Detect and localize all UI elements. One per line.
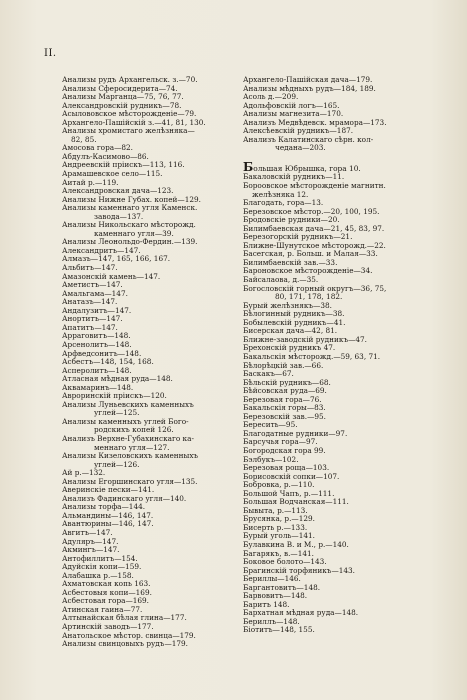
index-entry: Анализы каменнаго угля Каменск. [62,203,198,213]
index-entry: Боковое болото—143. [243,557,327,567]
index-entry: Бериллы—146. [243,574,301,584]
index-entry: Брагинскій торфяникъ—143. [243,565,355,575]
index-entry: Анализы Кизеловскихъ каменныхъ [62,451,199,461]
index-entry-text: ольшая Юбрышка, гора 10. [253,163,361,173]
index-entry: Алтынайская бѣлая глина—177. [62,613,187,623]
index-entry: Акмингъ—147. [62,545,120,555]
index-entry: Бериллъ—148. [243,616,300,626]
index-entry: Анализы торфа—144. [62,502,146,512]
index-entry: Бобровка, р.—110. [243,480,315,490]
index-entry: Анализы магнезита—170. [243,109,344,119]
index-entry: Билимбаевскій зав.—33. [243,257,338,267]
index-entry: Бэлбукъ—102. [243,454,299,464]
index-entry: Аверинскіе пески—141. [62,485,155,495]
index-entry: Березовскій зав.—95. [243,411,326,421]
index-entry: Анализъ Верхне-Губахинскаго ка- [62,433,194,443]
index-entry: Алабашка р.—158. [62,570,134,580]
index-entry-continuation: углей—125. [94,408,140,418]
index-entry: Анализъ Калатинскаго сѣрн. кол- [243,134,374,144]
index-entry: Андалузитъ—147. [62,305,132,315]
index-entry: Аквамаринъ—148. [62,382,134,392]
index-entry: Анализы Нижне Губах. копей—129. [62,194,201,204]
index-entry: Березовское мѣстор.—20, 100, 195. [243,206,380,216]
index-entry: Борисовскій сопки—107. [243,471,340,481]
index-entry: Александровская дача—123. [62,186,174,196]
index-entry: Ай р.—132. [62,468,106,478]
index-entry: Большая Водчанская—111. [243,497,349,507]
index-entry: Асбестовыя копи—169. [62,587,152,597]
index-entry: Анализъ Медвѣдевск. мрамора—173. [243,117,387,127]
index-entry: Басегская, р. Больш. и Малая—33. [243,249,378,259]
index-entry: Бродовскіе рудники—20. [243,215,340,225]
index-entry-continuation: чедана—203. [275,143,326,153]
index-entry: Арраговитъ—148. [62,331,131,341]
page-number: II. [44,48,57,59]
index-entry: Біотитъ—148, 155. [243,625,315,635]
index-entry: Березовая роща—103. [243,463,330,473]
index-entry: Атласная мѣдная руда—148. [62,374,173,384]
index-entry: Байсалаова, д.—35. [243,275,319,285]
index-entry: Анализы мѣдныхъ рудъ—184, 189. [243,83,376,93]
index-entry: Анализы рудъ Архангельск. з.—70. [62,75,198,84]
index-entry: Авантюрины—146, 147. [62,519,154,529]
index-entry: Бароновское мѣсторожденіе—34. [243,266,373,276]
index-entry: Аметистъ—147. [62,280,123,290]
index-entry: Артинскій заводъ—177. [62,622,154,631]
index-entry: Ближне-заводскій рудникъ—47. [243,334,367,344]
index-entry: Бакаловскій рудникъ—11. [243,172,345,182]
index-entry: Авроринскій пріискъ—120. [62,391,167,401]
index-entry: Александровскій рудникъ—78. [62,100,182,110]
index-entry: Брусянка, р.—129. [243,514,315,524]
index-entry: Арсенолитъ—148. [62,339,132,349]
index-entry: Анализы Егоршинскаго угля—135. [62,476,198,486]
index-entry: Арамашевское село—115. [62,169,163,179]
index-entry-continuation: желѣзняка 12. [252,189,309,199]
index-entry: Богородская гора 99. [243,445,326,455]
index-entry: Аитай р.—119. [62,177,119,187]
index-entry: Березовая гора—76. [243,394,322,404]
index-entry: Асылововское мѣсторожденіе—79. [62,109,197,119]
index-entry-continuation: завода—137. [94,211,144,221]
index-entry: Билимбаевская дача—21, 45, 83, 97. [243,223,385,233]
index-entry: Бурый уголь—141. [243,531,315,541]
index-entry: Адуляръ—147. [62,536,119,546]
index-entry: Арфведсонитъ—148. [62,348,142,358]
index-entry-continuation: каменнаго угля—39. [94,228,174,238]
index-entry: Александритъ—147. [62,245,141,255]
index-entry-continuation: родскихъ копей 126. [94,425,174,435]
index-entry: Брехонскій рудникъ 47. [243,343,336,353]
index-entry: Анализы хромистаго желѣзняка— [62,126,195,136]
index-entry: Анализы каменныхъ углей Бого- [62,416,189,426]
index-entry: Асбестъ—148, 154, 168. [62,357,154,367]
index-entry: Альбитъ—147. [62,263,118,273]
index-entry: Асоль д.—209. [243,92,299,102]
index-entry: Березогорскій рудникъ—21. [243,232,353,242]
index-entry: Барвовитъ—148. [243,591,308,601]
index-entry: Апатитъ—147. [62,322,118,332]
index-entry: Анализы Луньевскихъ каменныхъ [62,399,194,409]
index-entry: Андреевскій пріискъ—113, 116. [62,160,185,170]
index-entry: Бисерская дача—42, 81. [243,326,338,336]
index-entry: Ахматовская копь 163. [62,579,151,589]
index-entry: Бывыта, р.—113. [243,505,308,515]
index-entry-continuation: 82, 85. [71,134,97,144]
index-entry: Анатольское мѣстор. свинца—179. [62,630,196,640]
index-entry: Анализы Марганца—75, 76, 77. [62,92,184,102]
index-entry: Богословскій горный округъ—36, 75, [243,283,387,293]
index-entry: Анализъ Фадинскаго угля—140. [62,493,187,503]
index-entry: Ближне-Шунутское мѣсторожд.—22. [243,240,386,250]
index-entry: Архангело-Пашійская дача—179. [243,75,373,84]
index-column-right [243,76,443,635]
index-entry: Баритъ 148. [243,599,290,609]
index-entry: Анализы Сферосидерита—74. [62,83,178,93]
index-entry: Алексѣевскій рудникъ—187. [243,126,354,136]
index-entry: Анализы Леонольдо-Фердин.—139. [62,237,198,247]
index-entry: Бакальскія горы—83. [243,403,326,413]
index-entry: Бѣлогинный рудникъ—38. [243,309,345,319]
index-entry: Алмазъ—147, 165, 166, 167. [62,254,171,264]
index-entry: Бобылевскій рудникъ—41. [243,317,346,327]
index-entry: Большой Чапъ, р.—111. [243,488,335,498]
index-entry: Амальгама—147. [62,288,128,298]
index-entry: Благодать, гора—13. [243,198,324,208]
index-entry: Бакальскія мѣсторожд.—59, 63, 71. [243,351,381,361]
index-entry: Амазонскій камень—147. [62,271,161,281]
index-entry: Адольфовскій логъ—165. [243,100,340,110]
index-entry: Баргантовитъ—148. [243,582,321,592]
index-entry: Абдулъ-Касимово—86. [62,151,149,161]
index-entry: Атинская гаина—77. [62,604,143,614]
index-entry: Альмандины—146, 147. [62,510,154,520]
index-column-left [62,76,230,649]
index-entry: Анализы свинцовыхъ рудъ—179. [62,639,188,649]
index-entry: Анатазъ—147. [62,297,118,307]
index-entry: Бѣльскій рудникъ—68. [243,377,331,387]
index-entry: Асбестовая гора—169. [62,596,150,606]
index-entry: Булавкина В. и М., р.—140. [243,539,349,549]
index-entry: Антофиллитъ—154. [62,553,138,563]
index-entry-continuation: меннаго угля—127. [94,442,170,452]
index-entry-continuation: 80, 171, 178, 182. [275,292,343,302]
index-entry: Архангело-Пашійскій з.—41, 81, 130. [62,117,206,127]
index-entry: Авгитъ—147. [62,527,113,537]
index-entry: Анализы Никольскаго мѣсторожд. [62,220,196,230]
index-entry: Бархатная мѣдная руда—148. [243,608,359,618]
index-entry: Багарякъ, в.—141. [243,548,314,558]
index-entry: Бороовское мѣсторожденіе магнитн. [243,181,386,191]
index-entry: Адуйскія копи—159. [62,562,142,572]
section-letter: Б [243,159,254,174]
index-entry: Бисерть р.—133. [243,522,308,532]
index-entry: Бересить—95. [243,420,298,430]
index-entry: Благодатные рудники—97. [243,428,348,438]
index-entry-continuation: углей—126. [94,459,140,469]
section-gap [243,153,443,162]
index-entry: Баскакъ—67. [243,369,294,379]
index-entry: Бѣлорѣцкій зав.—66. [243,360,324,370]
index-entry: Анортитъ—147. [62,314,123,324]
index-entry: Барсучья гора—97. [243,437,318,447]
index-entry: Бѣйсовская руда—69. [243,386,327,396]
index-entry: Бурый желѣзнякъ—38. [243,300,332,310]
index-entry: Амосова гора—82. [62,143,133,153]
index-entry: Асперолитъ—148. [62,365,132,375]
